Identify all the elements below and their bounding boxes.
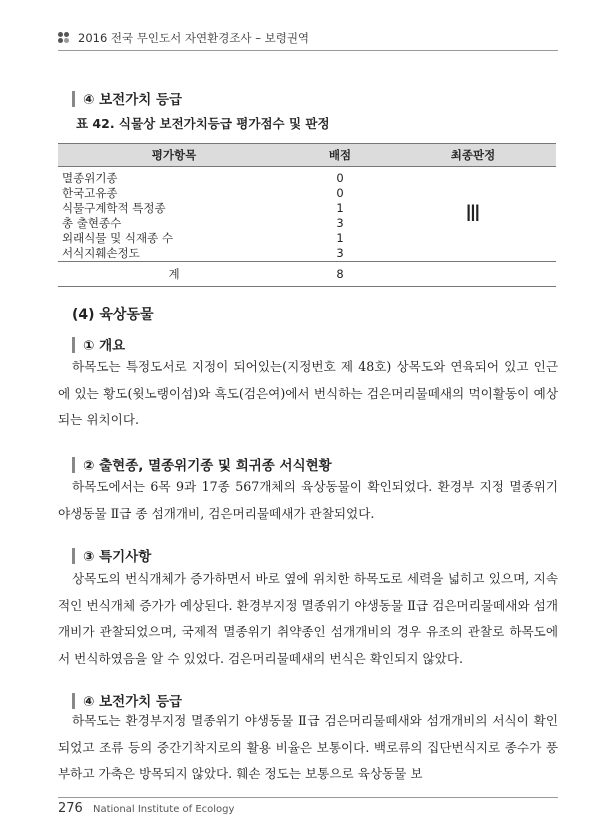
table-total-row [58,262,556,287]
footer-divider [58,797,558,798]
row-item: 외래식물 및 식재종 수 [62,231,173,245]
header-dots-icon [58,32,72,44]
section-bar-icon [72,337,75,353]
s1-title: ① 개요 [72,334,125,354]
row-score: 0 [336,186,344,200]
row-score: 3 [336,246,344,260]
row-item: 서식지훼손정도 [62,246,140,260]
header-divider [58,50,558,51]
evaluation-table [58,143,556,287]
row-score: 1 [336,201,344,215]
s3-title: ③ 특기사항 [72,545,151,565]
total-score: 8 [290,262,390,287]
row-score: 0 [336,171,344,185]
table-header-row [58,144,556,167]
s3-paragraph: 상목도의 번식개체가 증가하면서 바로 옆에 위치한 하목도로 세력을 넓히고 있으며, 지속적인 번식개체 증가가 예상된다. 환경부지정 멸종위기 야생동물 Ⅱ급 검은머리물떼새와 섬개개비가 관찰되었으며, 국제적 멸종위기 취약종인 섬개개비의 경우 유조의 관찰로 하목도에서 번식하였음을 알 수 있었다. 검은머리물떼새의 번식은 확인되지 않았다. [58,571,558,666]
s2-title: ② 출현종, 멸종위기종 및 희귀종 서식현황 [72,454,332,474]
footer-org: National Institute of Ecology [92,804,235,815]
total-final-empty [390,262,556,287]
header-score: 배점 [290,144,390,167]
row-score: 3 [336,216,344,230]
section-bar-icon [72,91,75,107]
s1-paragraph: 하목도는 특정도서로 지정이 되어있는(지정번호 제 48호) 상목도와 연육되어 있고 인근에 있는 황도(윗노랭이섬)와 흑도(검은여)에서 번식하는 검은머리물떼새의 먹이활동이 예상되는 위치이다. [58,359,558,427]
s4-title: ④ 보전가치 등급 [72,690,182,710]
section-bar-icon [72,457,75,473]
row-item: 멸종위기종 [62,171,118,185]
header-final: 최종판정 [390,144,556,167]
page-footer [58,801,234,816]
page-number: 276 [58,801,83,816]
final-grade: Ⅲ [465,201,481,227]
total-label: 계 [58,262,290,287]
section-bar-icon [72,693,75,709]
table-row [58,167,556,187]
animals-title: (4) 육상동물 [72,307,154,323]
row-score: 1 [336,231,344,245]
s2-paragraph: 하목도에서는 6목 9과 17종 567개체의 육상동물이 확인되었다. 환경부 지정 멸종위기 야생동물 Ⅱ급 종 섬개개비, 검은머리물떼새가 관찰되었다. [58,479,558,521]
section-value-title: ④ 보전가치 등급 [72,88,182,108]
header-item: 평가항목 [58,144,290,167]
row-item: 한국고유종 [62,186,118,200]
header-title: 2016 전국 무인도서 자연환경조사 – 보령권역 [78,31,310,45]
s4-paragraph: 하목도는 환경부지정 멸종위기 야생동물 Ⅱ급 검은머리물떼새와 섬개개비의 서식이 확인되었고 조류 등의 중간기착지로의 활용 비율은 보통이다. 백로류의 집단번식지로 종수가 풍부하고 가축은 방목되지 않았다. 훼손 정도는 보통으로 육상동물 보 [58,713,558,781]
row-item: 총 출현종수 [62,216,122,230]
row-item: 식물구계학적 특정종 [62,201,166,215]
page-header [58,28,558,50]
table-caption: 표 42. 식물상 보전가치등급 평가점수 및 판정 [76,116,330,131]
section-bar-icon [72,548,75,564]
